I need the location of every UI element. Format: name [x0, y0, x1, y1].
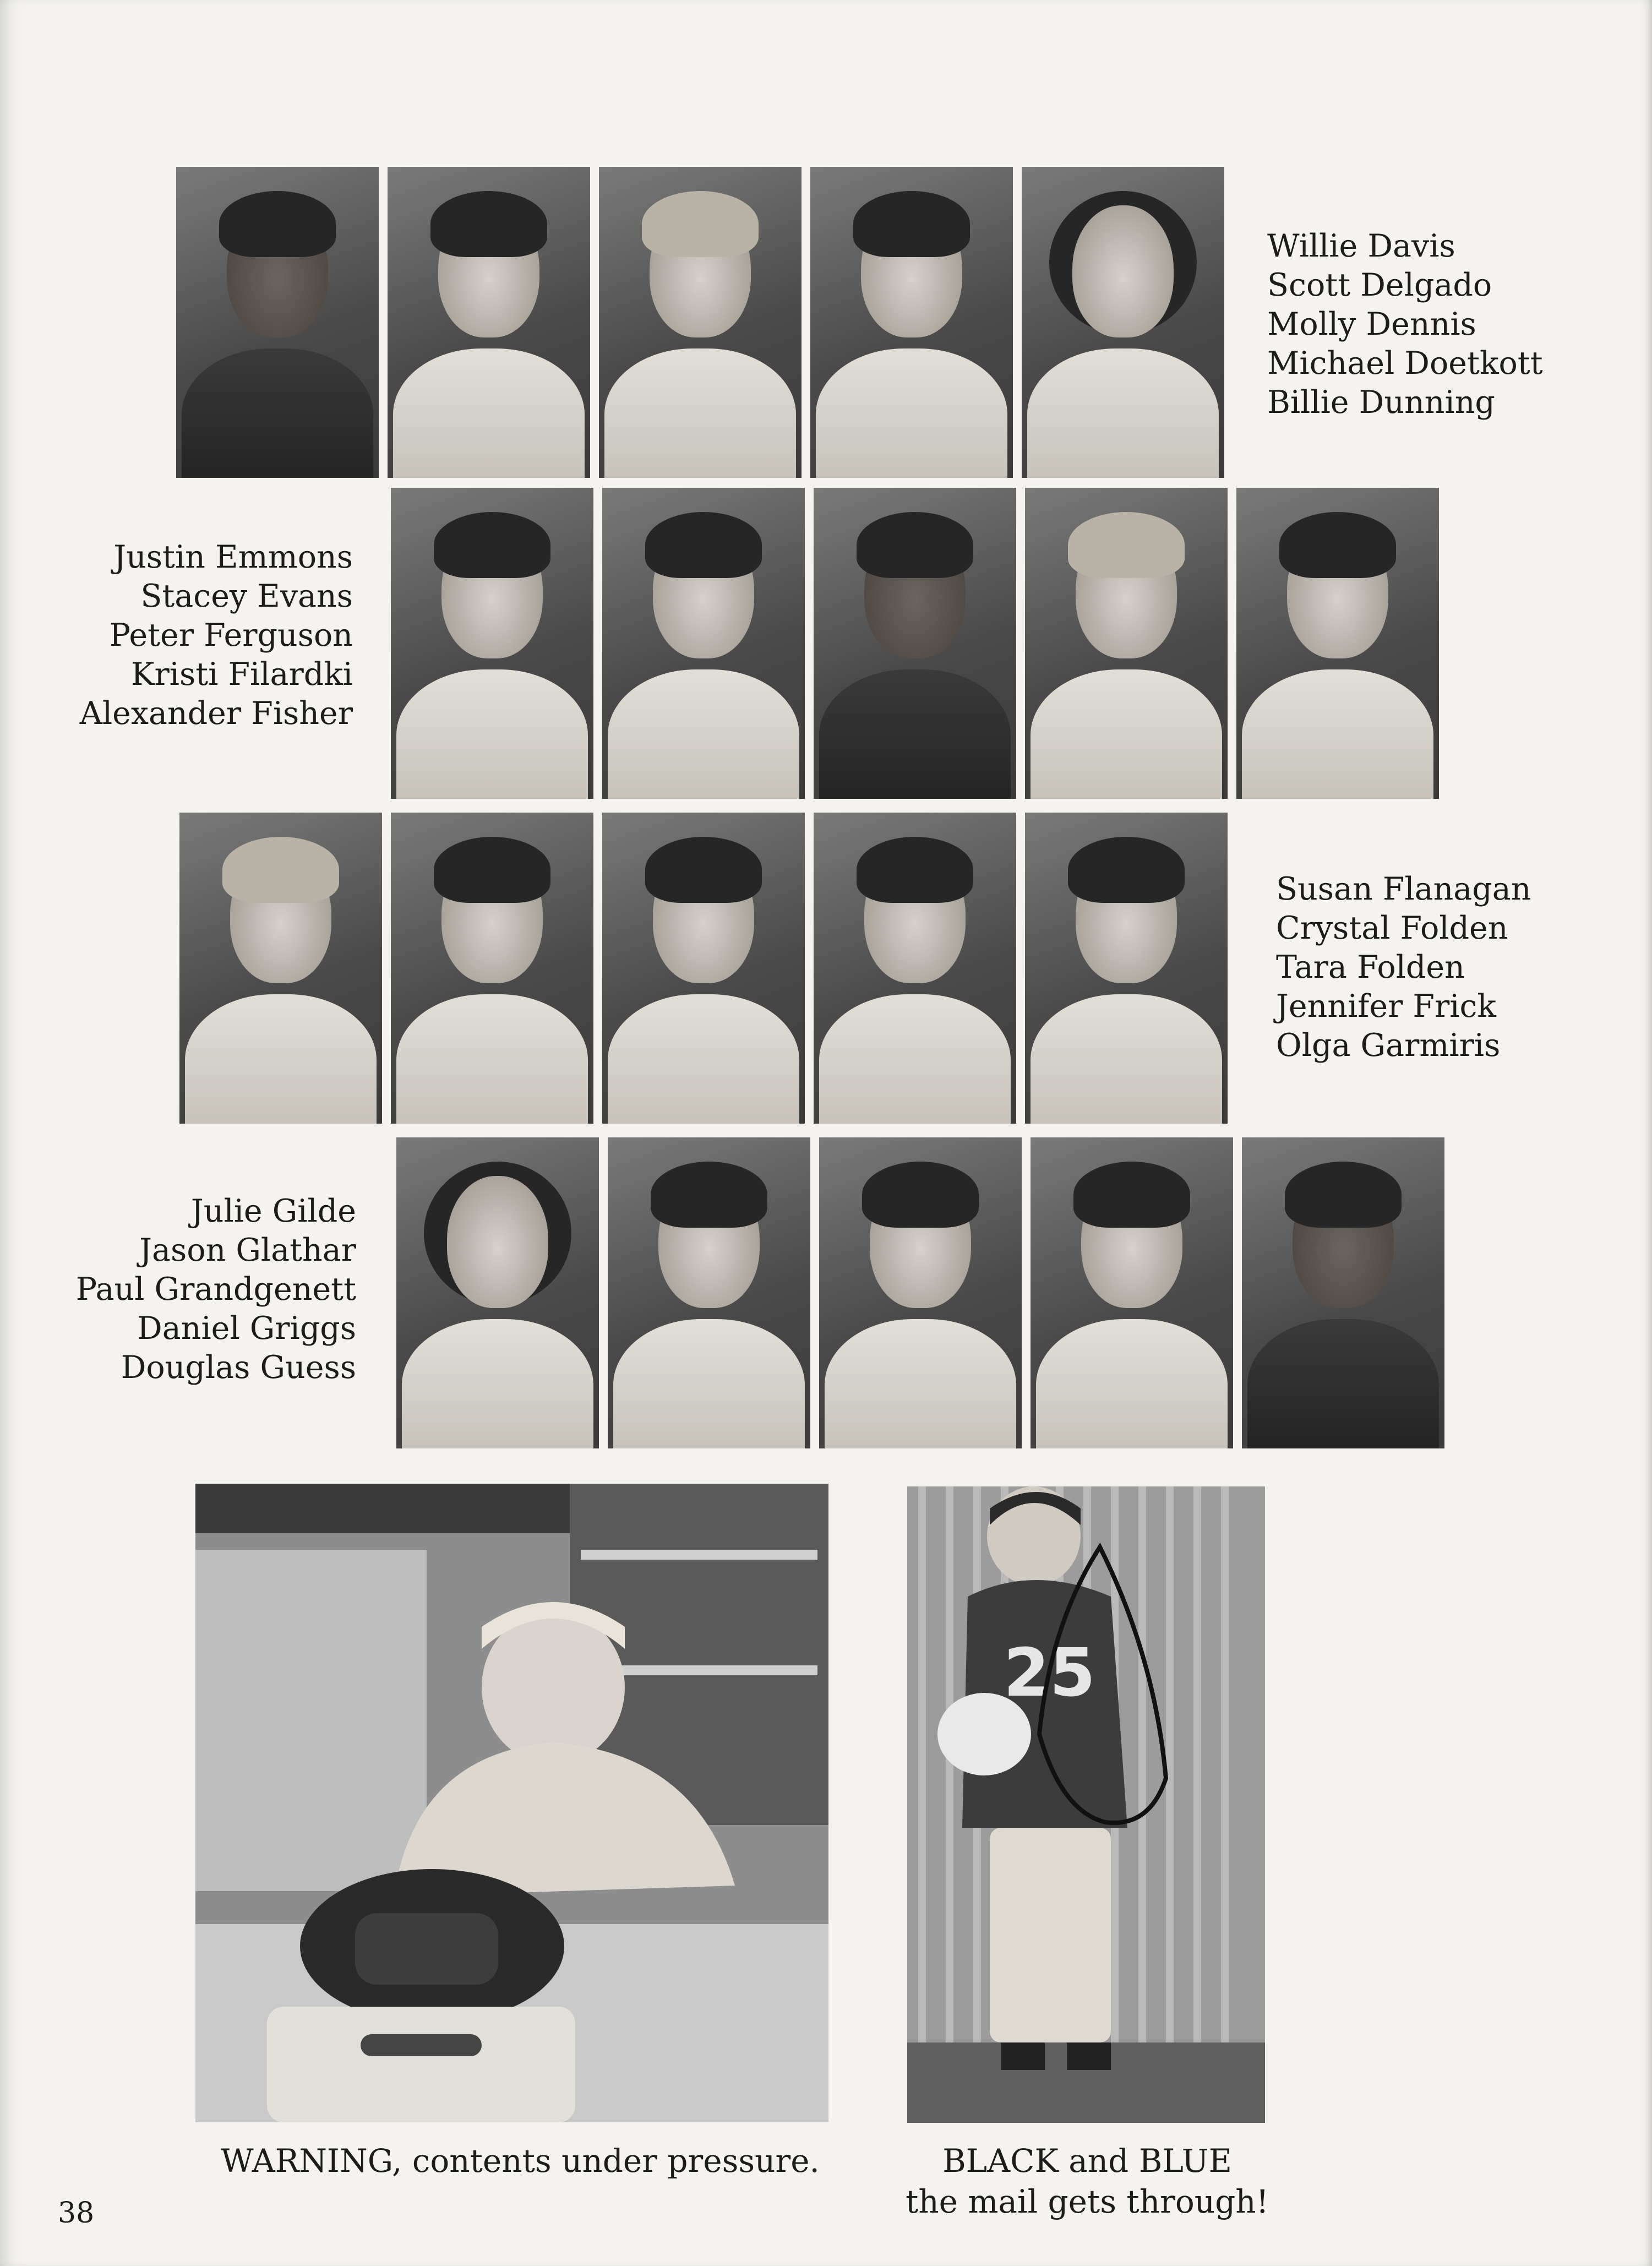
student-name: Paul Grandgenett	[75, 1271, 356, 1308]
portrait-row-1	[176, 167, 1224, 478]
student-name: Alexander Fisher	[79, 695, 353, 732]
caption-right-line-2: the mail gets through!	[906, 2183, 1269, 2220]
page-number: 38	[58, 2197, 95, 2230]
candid-photo-illustration	[195, 1484, 828, 2122]
portrait-stacey-evans	[602, 488, 805, 799]
portrait-michael-doetkott	[810, 167, 1013, 478]
student-name: Susan Flanagan	[1276, 871, 1531, 907]
name-list-row-3	[1276, 870, 1531, 1065]
portrait-row-2	[391, 488, 1439, 799]
student-name: Jennifer Frick	[1276, 988, 1496, 1025]
portrait-julie-gilde	[396, 1137, 599, 1448]
portrait-crystal-folden	[391, 813, 593, 1124]
portrait-daniel-griggs	[1031, 1137, 1233, 1448]
portrait-susan-flanagan	[179, 813, 382, 1124]
student-name: Douglas Guess	[121, 1349, 356, 1386]
student-name: Daniel Griggs	[137, 1310, 356, 1347]
student-name: Justin Emmons	[113, 539, 353, 575]
portrait-jennifer-frick	[814, 813, 1016, 1124]
student-name: Billie Dunning	[1267, 384, 1495, 421]
student-name: Michael Doetkott	[1267, 345, 1543, 382]
svg-text:25: 25	[1004, 1635, 1095, 1712]
portrait-tara-folden	[602, 813, 805, 1124]
student-name: Crystal Folden	[1276, 910, 1508, 946]
portrait-row-3	[179, 813, 1228, 1124]
name-list-row-4	[76, 1192, 356, 1387]
student-name: Willie Davis	[1267, 228, 1455, 264]
portrait-paul-grandgenett	[819, 1137, 1022, 1448]
portrait-row-4	[396, 1137, 1444, 1448]
portrait-peter-ferguson	[814, 488, 1016, 799]
student-name: Olga Garmiris	[1276, 1027, 1501, 1064]
caption-left: WARNING, contents under pressure.	[221, 2142, 820, 2180]
portrait-kristi-filardki	[1025, 488, 1228, 799]
caption-right-line-1: BLACK and BLUE	[942, 2142, 1232, 2180]
caption-right	[895, 2140, 1280, 2222]
portrait-jason-glathar	[608, 1137, 810, 1448]
portrait-willie-davis	[176, 167, 379, 478]
student-name: Molly Dennis	[1267, 306, 1476, 342]
student-name: Peter Ferguson	[109, 617, 353, 653]
student-name: Jason Glathar	[139, 1232, 356, 1268]
candid-photo-student-with-bag	[195, 1484, 828, 2122]
portrait-alexander-fisher	[1236, 488, 1439, 799]
name-list-row-1	[1267, 227, 1543, 422]
student-name: Tara Folden	[1276, 949, 1465, 985]
candid-photo-mail-carrier	[907, 1486, 1265, 2123]
student-name: Julie Gilde	[190, 1193, 356, 1229]
candid-photo-illustration	[907, 1486, 1265, 2123]
student-name: Stacey Evans	[140, 578, 353, 614]
student-name: Kristi Filardki	[130, 656, 353, 693]
student-name: Scott Delgado	[1267, 267, 1492, 303]
portrait-olga-garmiris	[1025, 813, 1228, 1124]
portrait-douglas-guess	[1242, 1137, 1444, 1448]
portrait-justin-emmons	[391, 488, 593, 799]
portrait-scott-delgado	[388, 167, 590, 478]
portrait-billie-dunning	[1022, 167, 1224, 478]
name-list-row-2	[80, 538, 353, 733]
portrait-molly-dennis	[599, 167, 802, 478]
